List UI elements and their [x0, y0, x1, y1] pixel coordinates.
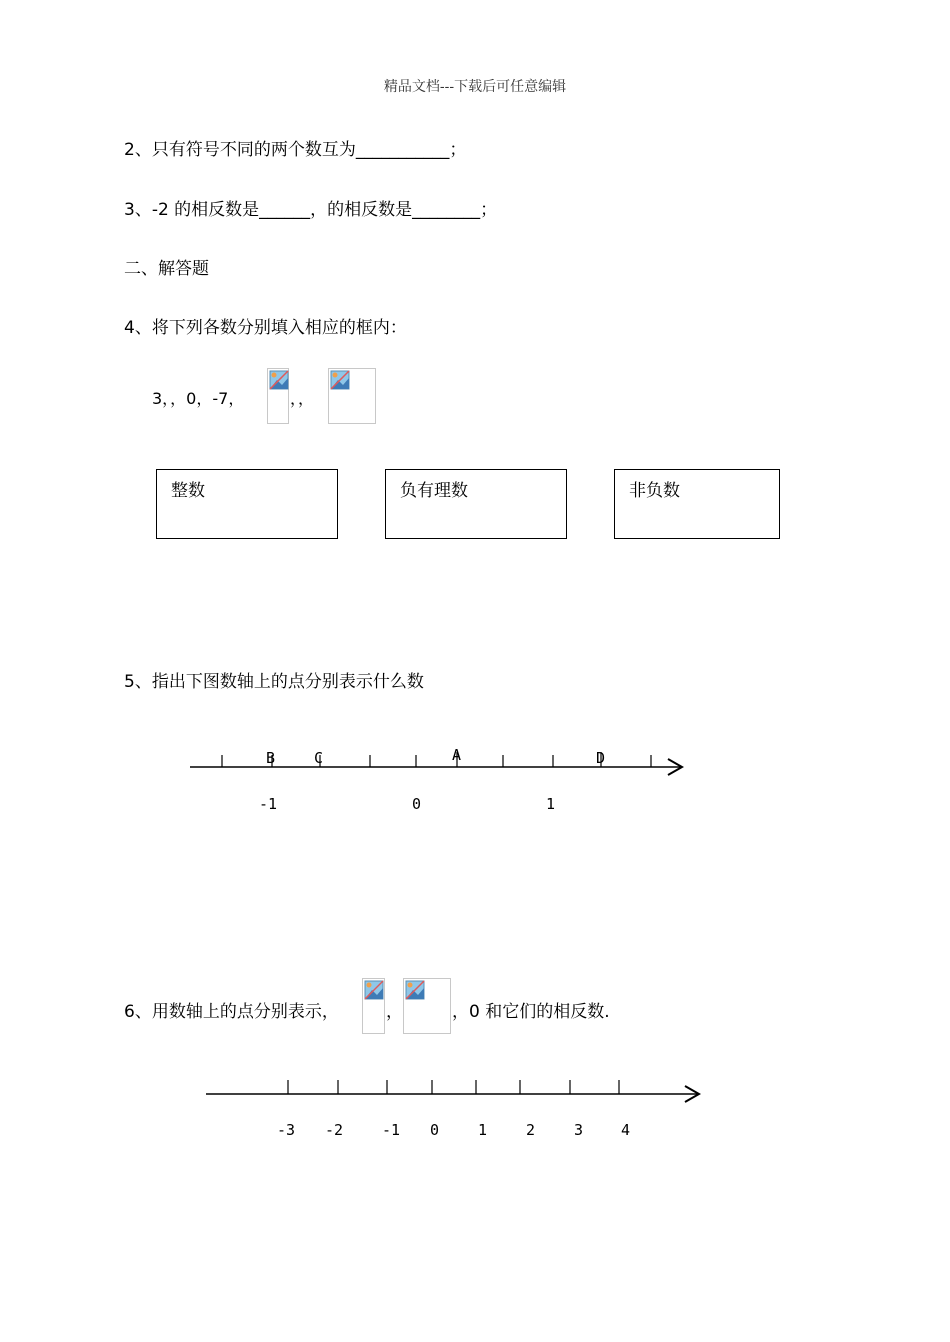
question-3: 3、-2 的相反数是______，的相反数是________； — [124, 200, 498, 220]
tick-label: 0 — [430, 1121, 440, 1139]
question-2: 2、只有符号不同的两个数互为___________； — [124, 140, 467, 160]
question-4: 4、将下列各数分别填入相应的框内： — [124, 318, 407, 338]
point-label-d: D — [596, 749, 606, 767]
box-label: 整数 — [171, 481, 205, 501]
point-label-c: C — [314, 749, 324, 767]
point-label-b: B — [266, 749, 276, 767]
q4-separator: ，， — [290, 389, 315, 408]
point-label-a: A — [452, 746, 462, 764]
tick-label: 1 — [546, 795, 556, 813]
box-label: 负有理数 — [400, 481, 468, 501]
q6-separator: ， — [386, 1002, 403, 1022]
tick-label: 0 — [412, 795, 422, 813]
question-6: 6、用数轴上的点分别表示， — [124, 1002, 339, 1022]
tick-label: 4 — [621, 1121, 631, 1139]
tick-label: -1 — [382, 1121, 401, 1139]
tick-label: -2 — [325, 1121, 344, 1139]
tick-label: -1 — [259, 795, 278, 813]
tick-label: 1 — [478, 1121, 488, 1139]
page-header: 精品文档---下载后可任意编辑 — [383, 79, 567, 95]
q6-ending: ，0 和它们的相反数. — [452, 1002, 610, 1022]
question-5: 5、指出下图数轴上的点分别表示什么数 — [124, 672, 424, 692]
q4-number-list: 3，，0，-7， — [152, 389, 245, 408]
tick-label: -3 — [277, 1121, 296, 1139]
tick-label: 2 — [526, 1121, 536, 1139]
box-label: 非负数 — [629, 481, 680, 501]
tick-label: 3 — [574, 1121, 584, 1139]
section-title-answer: 二、解答题 — [124, 259, 209, 279]
